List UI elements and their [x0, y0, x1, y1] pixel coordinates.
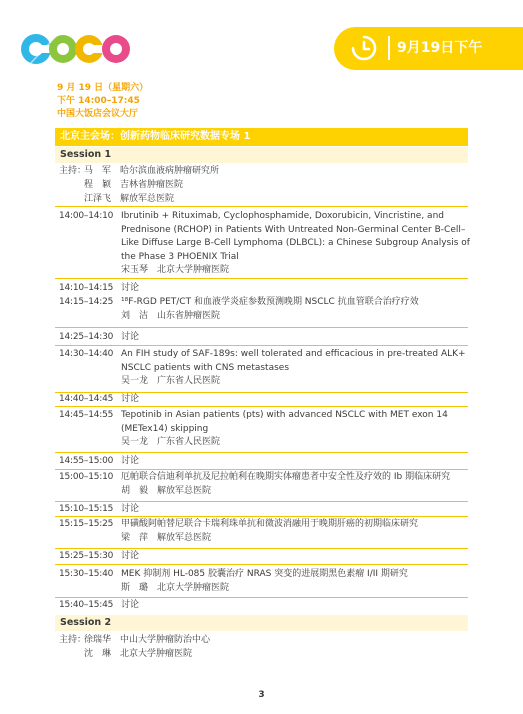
info-time: 下午 14:00–17:45	[57, 96, 140, 106]
session-info	[57, 82, 148, 121]
agenda-time: 14:45–14:55	[59, 410, 114, 420]
agenda-time: 14:10–14:15	[59, 283, 114, 293]
chair-entry: 徐瑞华 中山大学肿瘤防治中心	[84, 635, 211, 645]
agenda-time: 15:40–15:45	[59, 600, 114, 610]
divider	[55, 452, 468, 453]
agenda-line: 讨论	[121, 551, 140, 561]
agenda-line: An FIH study of SAF-189s: well tolerated and efficacious in pre-treated ALK+	[121, 349, 466, 359]
session-2-title: Session 2	[55, 615, 468, 631]
agenda-line: 吴一龙 广东省人民医院	[121, 376, 221, 386]
clock-icon	[350, 34, 378, 62]
agenda-line: 讨论	[121, 283, 140, 293]
page-header	[0, 0, 523, 80]
agenda-time: 14:15–14:25	[59, 297, 114, 307]
agenda-line: Like Diffuse Large B-Cell Lymphoma (DLBCL): a Chinese Subgroup Analysis of	[121, 238, 470, 248]
divider	[55, 597, 468, 598]
agenda-line: 厄帕联合信迪利单抗及尼拉帕利在晚期实体瘤患者中安全性及疗效的 Ib 期临床研究	[121, 472, 451, 482]
agenda-line: 讨论	[121, 394, 140, 404]
divider	[55, 206, 468, 207]
date-tab-label: 9月19日下午	[397, 40, 483, 56]
agenda-time: 15:00–15:10	[59, 472, 114, 482]
agenda-line: 宋玉琴 北京大学肿瘤医院	[121, 265, 230, 275]
track-title: 北京主会场：创新药物临床研究数据专场 1	[55, 128, 468, 146]
agenda-line: 讨论	[121, 504, 140, 514]
chair-entry: 沈 琳 北京大学肿瘤医院	[84, 649, 193, 659]
chair-entry: 程 颖 吉林省肿瘤医院	[84, 180, 184, 190]
agenda-line: NSCLC patients with CNS metastases	[121, 362, 290, 373]
agenda-line: 讨论	[121, 456, 140, 466]
divider	[55, 327, 468, 328]
agenda-line: 甲磺酸阿帕替尼联合卡瑞利珠单抗和微波消融用于晚期肝癌的初期临床研究	[121, 519, 419, 529]
agenda-line: 讨论	[121, 600, 140, 610]
divider	[55, 548, 468, 549]
agenda-line: 讨论	[121, 332, 140, 342]
agenda-line: (METex14) skipping	[121, 423, 209, 434]
divider	[55, 516, 468, 517]
agenda-line: 斯 璐 北京大学肿瘤医院	[121, 582, 230, 593]
info-venue: 中国大饭店会议大厅	[57, 109, 139, 119]
agenda-time: 14:25–14:30	[59, 332, 114, 342]
agenda-line: Tepotinib in Asian patients (pts) with advanced NSCLC with MET exon 14	[121, 410, 448, 420]
chair-entry: 马 军 哈尔滨血液病肿瘤研究所	[84, 166, 220, 176]
page-number: 3	[258, 690, 265, 700]
chair-label: 主持：	[59, 635, 87, 645]
agenda-line: ¹⁸F-RGD PET/CT 和血液学炎症参数预测晚期 NSCLC 抗血管联合治疗疗效	[121, 297, 419, 307]
agenda-line: Prednisone (RCHOP) in Patients With Untreated Non-Germinal Center B-Cell–	[121, 224, 466, 235]
csco-logo	[20, 30, 132, 68]
agenda-time: 14:55–15:00	[59, 456, 114, 466]
chair-label: 主持：	[59, 166, 87, 176]
divider	[55, 469, 468, 470]
agenda-line: 梁 萍 解放军总医院	[121, 532, 212, 543]
agenda-line: 吴一龙 广东省人民医院	[121, 437, 221, 447]
agenda-time: 14:00–14:10	[59, 211, 114, 221]
chair-entry: 江泽飞 解放军总医院	[84, 194, 175, 204]
agenda-time: 15:15–15:25	[59, 519, 114, 529]
divider	[55, 278, 468, 279]
divider	[55, 345, 468, 346]
info-date: 9 月 19 日（星期六）	[57, 83, 149, 93]
agenda-time: 15:25–15:30	[59, 551, 114, 561]
agenda-time: 14:30–14:40	[59, 349, 114, 359]
agenda-line: MEK 抑制剂 HL-085 胶囊治疗 NRAS 突变的进展期黑色素瘤 I/II 期研究	[121, 569, 408, 579]
tab-divider	[388, 36, 390, 60]
divider	[55, 501, 468, 502]
divider	[55, 564, 468, 565]
agenda-time: 14:40–14:45	[59, 394, 114, 404]
agenda-line: 刘 洁 山东省肿瘤医院	[121, 310, 221, 321]
divider	[55, 406, 468, 407]
agenda-line: the Phase 3 PHOENIX Trial	[121, 251, 239, 262]
agenda-line: 胡 毅 解放军总医院	[121, 485, 212, 496]
agenda-time: 15:30–15:40	[59, 569, 114, 579]
agenda-line: Ibrutinib + Rituximab, Cyclophosphamide, Doxorubicin, Vincristine, and	[121, 211, 444, 221]
agenda-time: 15:10–15:15	[59, 504, 114, 514]
session-1-title: Session 1	[55, 147, 468, 163]
